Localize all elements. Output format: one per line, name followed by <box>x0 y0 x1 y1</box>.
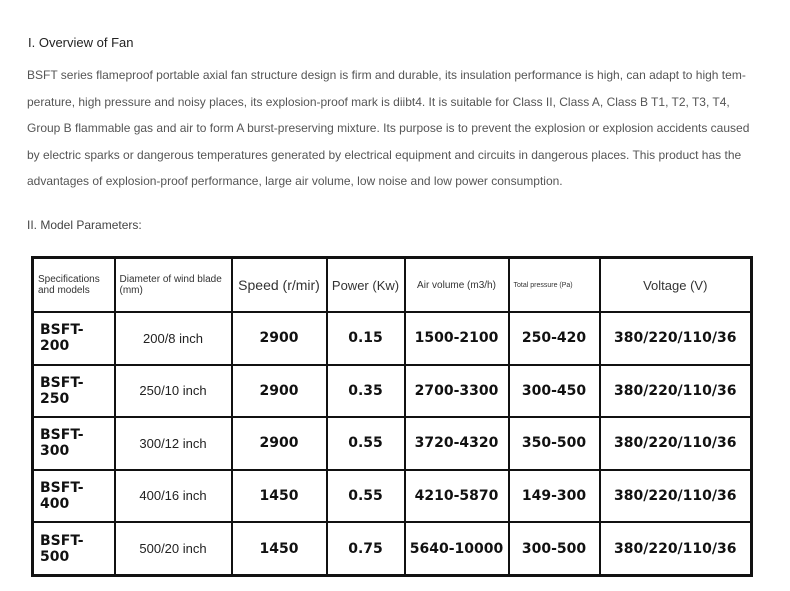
header-diameter: Diameter of wind blade (mm) <box>115 258 232 313</box>
cell-power: 0.15 <box>327 312 405 365</box>
cell-speed: 1450 <box>232 470 327 523</box>
overview-line: BSFT series flameproof portable axial fan structure design is firm and durable, its insulation performance is high, can adapt to high tem- <box>27 68 746 82</box>
header-speed: Speed (r/mir) <box>232 258 327 313</box>
cell-total-pressure: 250-420 <box>509 312 600 365</box>
cell-diameter: 300/12 inch <box>115 417 232 470</box>
cell-air-volume: 1500-2100 <box>405 312 509 365</box>
cell-model: BSFT-500 <box>33 522 115 575</box>
cell-speed: 2900 <box>232 365 327 418</box>
header-specifications: Specifications and models <box>33 258 115 313</box>
table-row <box>33 417 752 470</box>
cell-model: BSFT-200 <box>33 312 115 365</box>
cell-voltage: 380/220/110/36 <box>600 522 752 575</box>
cell-total-pressure: 300-500 <box>509 522 600 575</box>
cell-total-pressure: 149-300 <box>509 470 600 523</box>
cell-model: BSFT-300 <box>33 417 115 470</box>
cell-air-volume: 3720-4320 <box>405 417 509 470</box>
cell-voltage: 380/220/110/36 <box>600 365 752 418</box>
cell-speed: 2900 <box>232 417 327 470</box>
cell-air-volume: 4210-5870 <box>405 470 509 523</box>
model-parameters-heading: II. Model Parameters: <box>27 218 142 232</box>
table-row <box>33 522 752 575</box>
table-header-row <box>33 258 752 313</box>
cell-voltage: 380/220/110/36 <box>600 312 752 365</box>
header-total-pressure: Total pressure (Pa) <box>509 258 600 313</box>
cell-speed: 2900 <box>232 312 327 365</box>
cell-air-volume: 5640-10000 <box>405 522 509 575</box>
table-row <box>33 312 752 365</box>
cell-diameter: 500/20 inch <box>115 522 232 575</box>
cell-model: BSFT-400 <box>33 470 115 523</box>
cell-speed: 1450 <box>232 522 327 575</box>
overview-line: perature, high pressure and noisy places, its explosion-proof mark is diibt4. It is suitable for Class II, Class A, Class B T1, T2, T3, T4, <box>27 94 730 109</box>
cell-power: 0.75 <box>327 522 405 575</box>
header-voltage: Voltage (V) <box>600 258 752 313</box>
cell-power: 0.55 <box>327 470 405 523</box>
cell-air-volume: 2700-3300 <box>405 365 509 418</box>
cell-diameter: 400/16 inch <box>115 470 232 523</box>
cell-total-pressure: 300-450 <box>509 365 600 418</box>
table-row <box>33 470 752 523</box>
cell-power: 0.35 <box>327 365 405 418</box>
overview-line: Group B flammable gas and air to form A burst-preserving mixture. Its purpose is to prevent the explosion or explosion accidents caused <box>27 121 750 135</box>
cell-diameter: 200/8 inch <box>115 312 232 365</box>
overview-line: advantages of explosion-proof performance, large air volume, low noise and low power consumption. <box>27 174 563 188</box>
model-parameters-table <box>31 256 753 577</box>
cell-diameter: 250/10 inch <box>115 365 232 418</box>
overview-heading: I. Overview of Fan <box>28 35 134 50</box>
overview-line: by electric sparks or dangerous temperatures generated by electrical equipment and circuits in dangerous places. This product has the <box>27 147 742 162</box>
overview-paragraph <box>27 62 767 195</box>
cell-total-pressure: 350-500 <box>509 417 600 470</box>
cell-power: 0.55 <box>327 417 405 470</box>
cell-voltage: 380/220/110/36 <box>600 470 752 523</box>
cell-model: BSFT-250 <box>33 365 115 418</box>
header-air-volume: Air volume (m3/h) <box>405 258 509 313</box>
table-row <box>33 365 752 418</box>
header-power: Power (Kw) <box>327 258 405 313</box>
cell-voltage: 380/220/110/36 <box>600 417 752 470</box>
